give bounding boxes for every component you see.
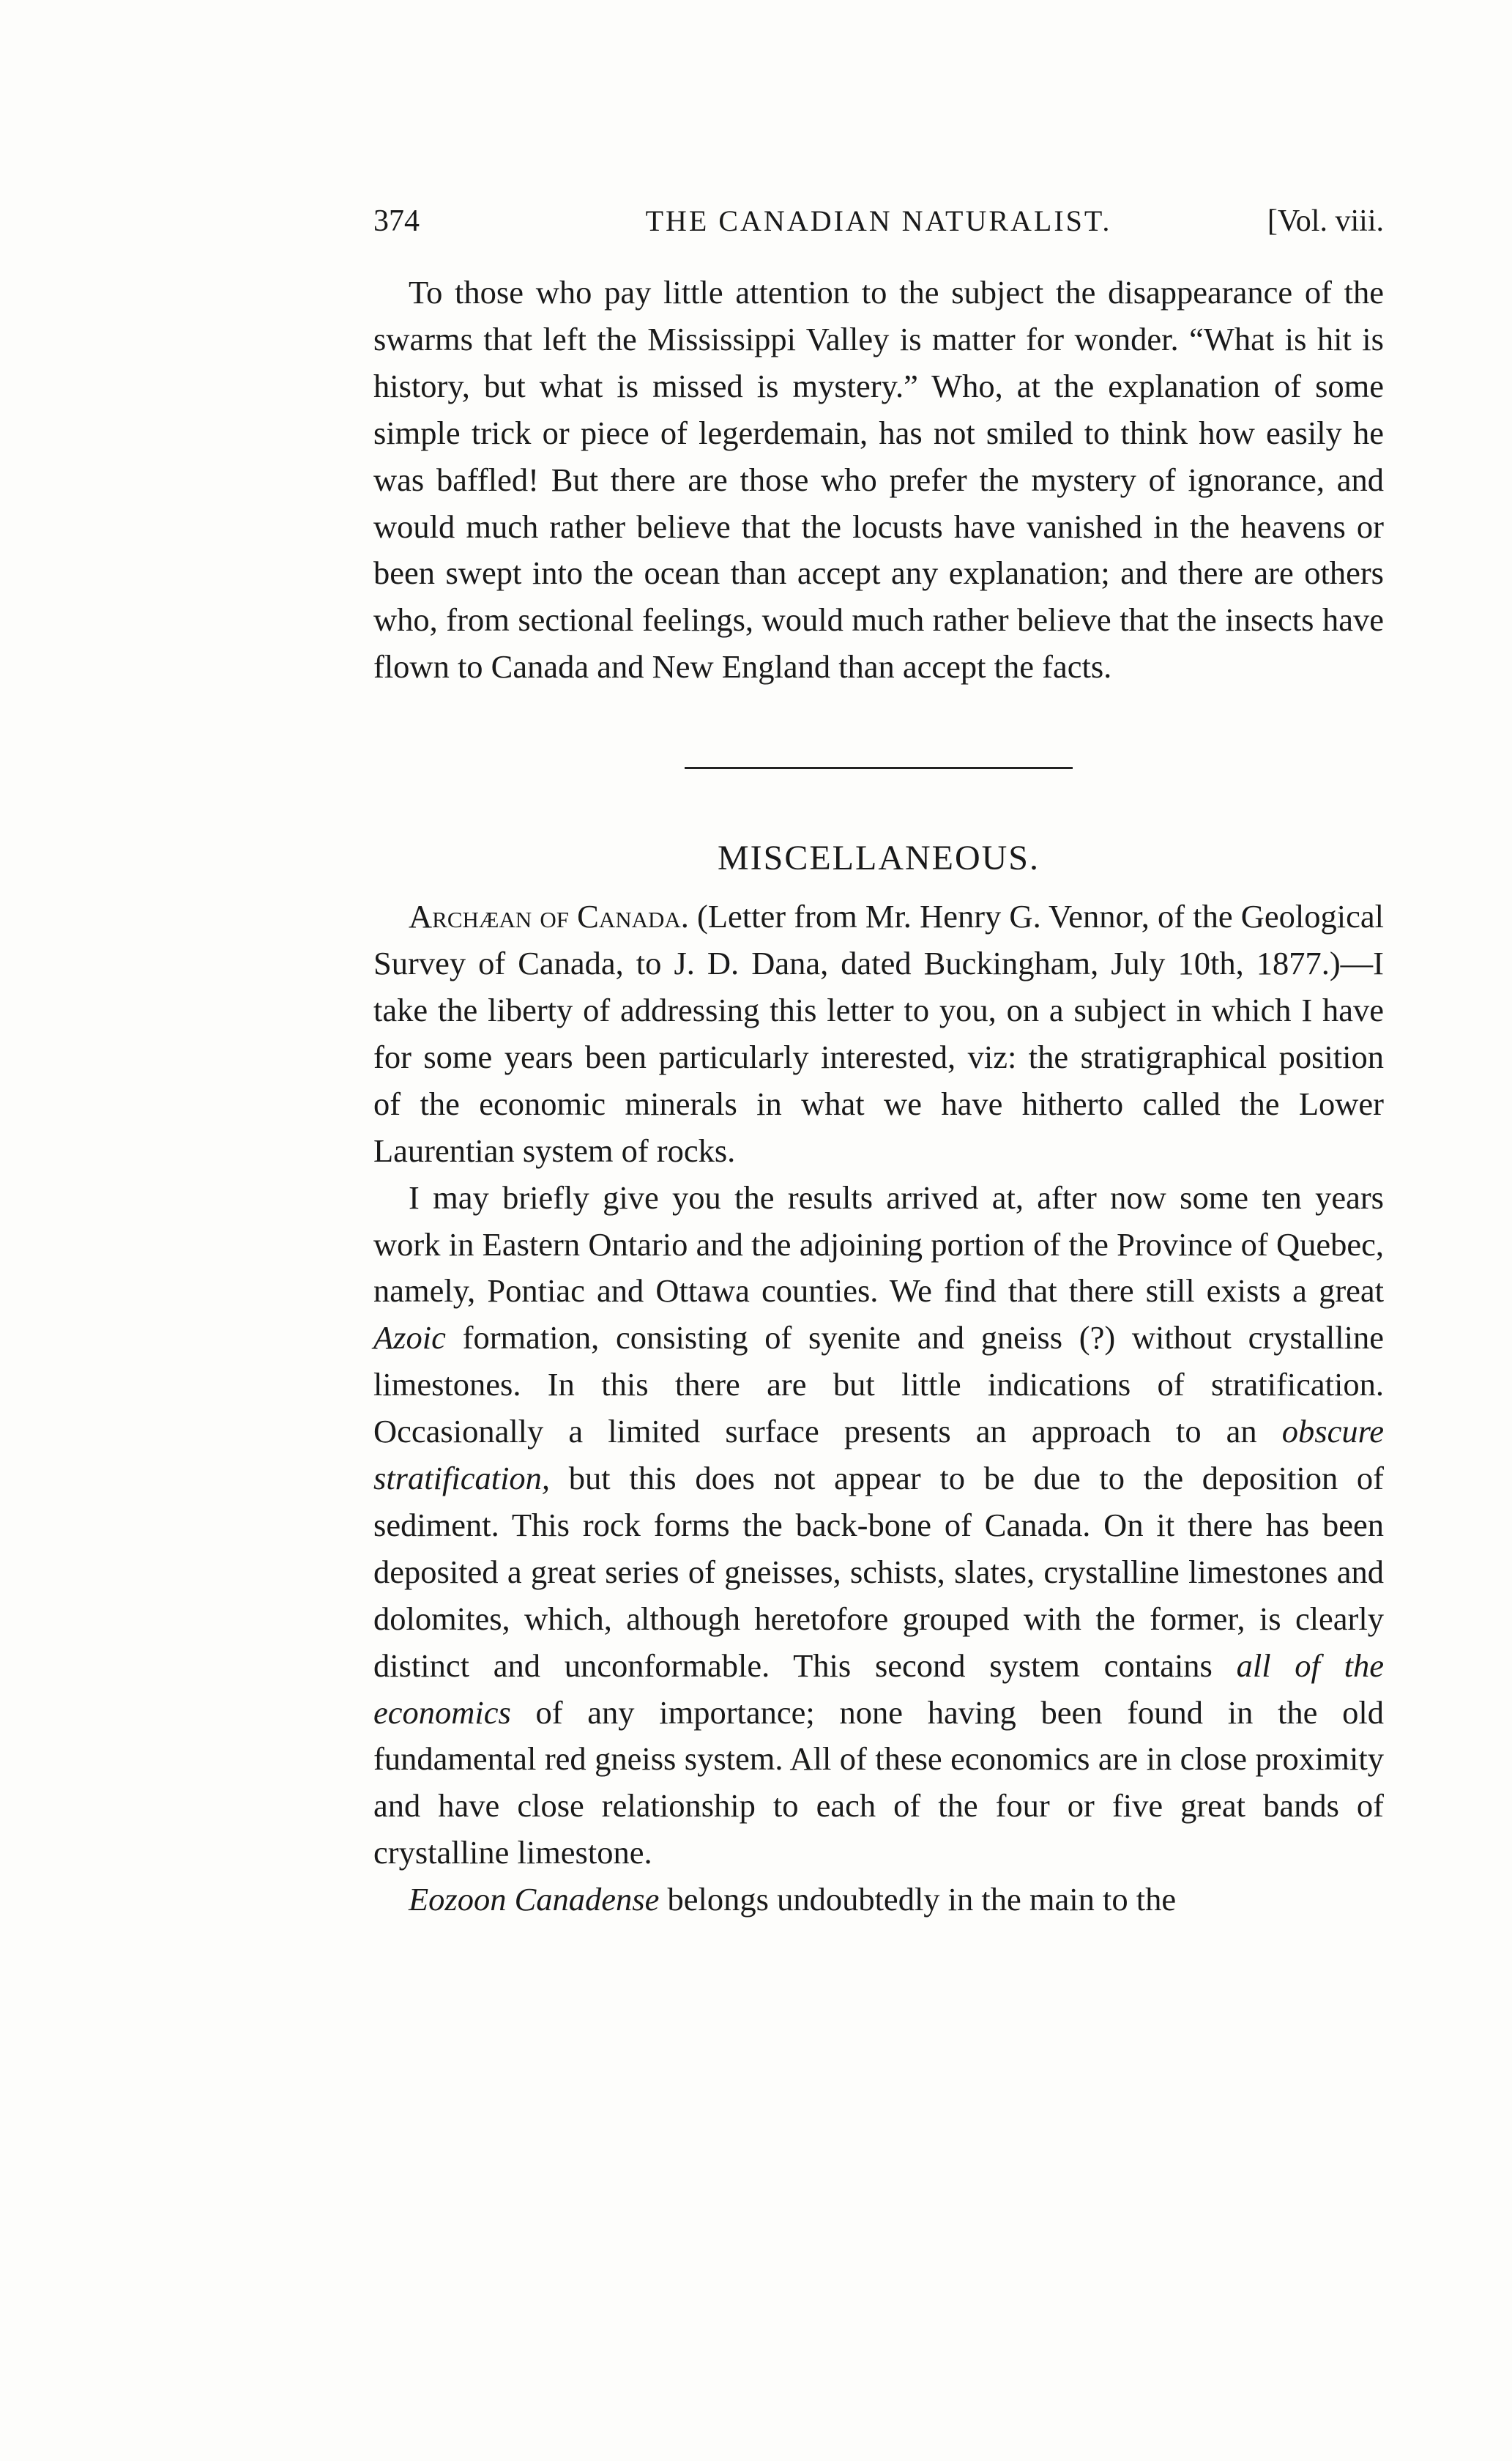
running-title: THE CANADIAN NATURALIST. — [645, 204, 1112, 237]
paragraph-text: I may briefly give you the results arrived at, after now some ten years work in Eastern Ontario and the adjoining portion of the Province of Quebec, namely, Pontiac and Ottawa counties. We find that there still exists a great — [373, 1178, 1384, 1310]
paragraph-text: (Letter from Mr. Henry G. Vennor, of the Geological Survey of Canada, to J. D. Dana, dated Buckingham, July 10th, 1877.)—I take the liberty of addressing this letter to you, on a subject in which I have for some years been particularly interested, viz: the stratigraphical position of the economic minerals in what we have hitherto called the Lower Laurentian system of rocks. — [373, 898, 1384, 1169]
page-number: 374 — [373, 204, 420, 238]
italic-term-azoic: Azoic — [373, 1319, 446, 1356]
paragraph-text: but this does not appear to be due to the deposition of sediment. This rock forms the back-bone of Canada. On it there has been deposited a great series of gneisses, schists, slates, crystalline limestones and dolomites, which, although heretofore grouped with the former, is clearly distinct and unconformable. This second system contains — [373, 1460, 1384, 1684]
italic-term-eozoon: Eozoon Canadense — [409, 1881, 660, 1918]
italic-term-obscure-stratification: obscure stratification, — [373, 1413, 1384, 1497]
section-divider — [685, 767, 1073, 769]
paragraph-text: of any importance; none having been found in the old fundamental red gneiss system. All of these economics are in close proximity and have close relationship to each of the four or five great bands of crystalline limestone. — [373, 1693, 1384, 1871]
page-body — [373, 270, 1384, 1923]
paragraph-eozoon — [373, 1877, 1384, 1923]
paragraph-text: belongs undoubtedly in the main to the — [659, 1881, 1177, 1918]
section-title: MISCELLANEOUS. — [717, 839, 1040, 878]
paragraph-archaean-letter — [373, 894, 1384, 1174]
paragraph-results — [373, 1175, 1384, 1877]
paragraph-text: formation, consisting of syenite and gneiss (?) without crystalline limestones. In this there are but little indications of stratification. Occasionally a limited surface presents an approach to an — [373, 1319, 1384, 1450]
italic-term-economics: all of the economics — [373, 1647, 1384, 1731]
running-header — [373, 199, 1384, 243]
paragraph-locust-swarms: To those who pay little attention to the subject the disappearance of the swarms that left the Mississippi Valley is matter for wonder. “What is hit is history, but what is missed is mystery.” Who, at the explanation of some simple trick or piece of legerdemain, has not smiled to think how easily he was baffled! But there are those who prefer the mystery of ignorance, and would much rather believe that the locusts have vanished in the heavens or been swept into the ocean than accept any explanation; and there are others who, from sectional feelings, would much rather believe that the insects have flown to Canada and New England than accept the facts. — [373, 274, 1384, 686]
paragraph-lead-heading: Archæan of Canada. — [409, 898, 689, 935]
volume-label: [Vol. viii. — [1267, 204, 1384, 238]
